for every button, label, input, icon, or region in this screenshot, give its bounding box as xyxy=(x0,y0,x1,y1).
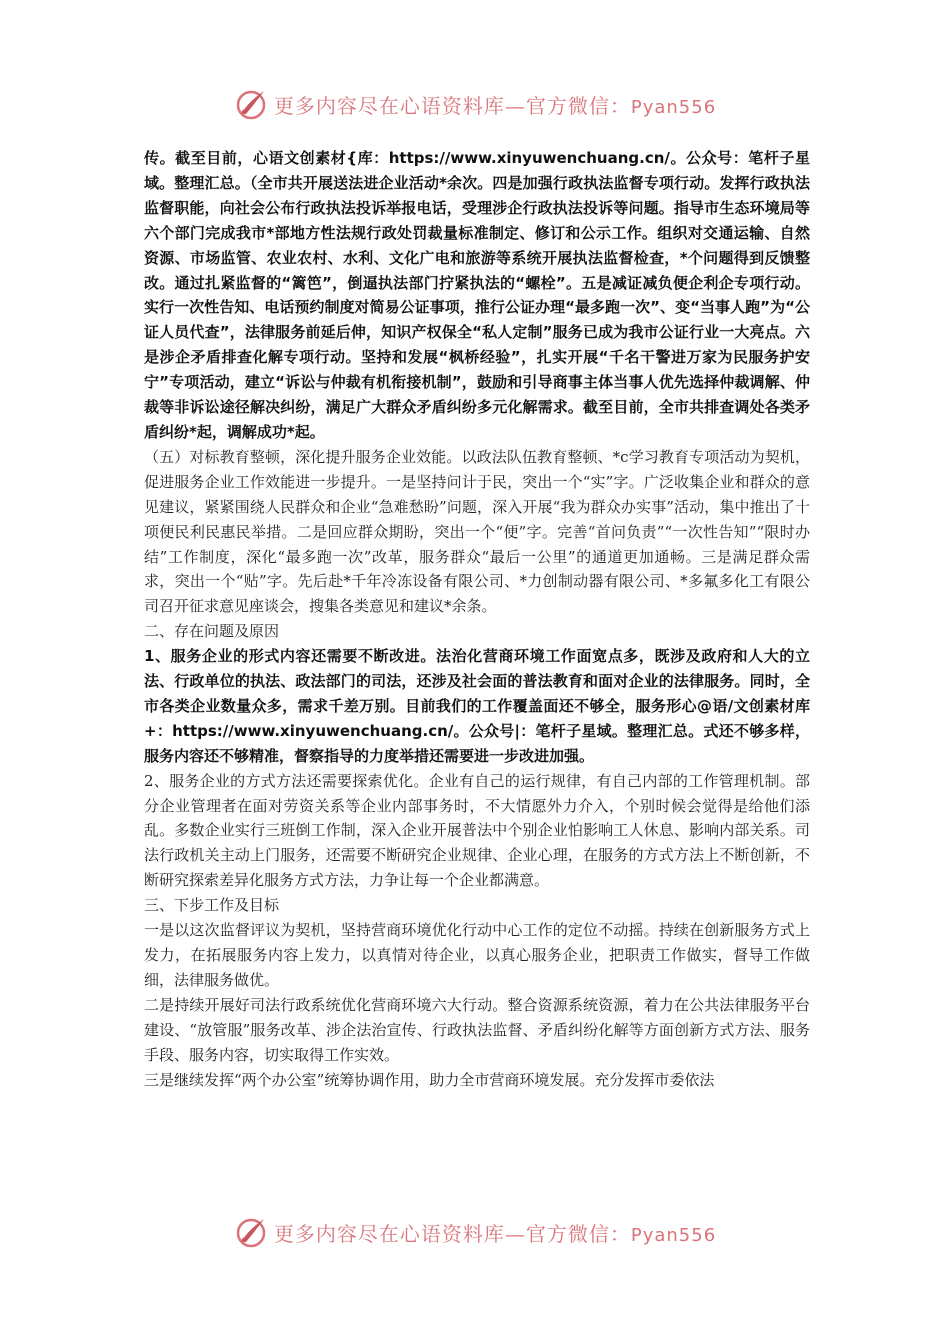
paragraph: 一是以这次监督评议为契机，坚持营商环境优化行动中心工作的定位不动摇。持续在创新服务方式上发力，在拓展服务内容上发力，以真情对待企业，以真心服务企业，把职责工作做实，督导工作做细，法律服务做优。 xyxy=(144,921,810,989)
paragraph: （五）对标教育整顿，深化提升服务企业效能。以政法队伍教育整顿、*c学习教育专项活动为契机，促进服务企业工作效能进一步提升。一是坚持问计于民，突出一个“实”字。广泛收集企业和群众的意见建议，紧紧围绕人民群众和企业“急难愁盼”问题，深入开展“我为群众办实事”活动，集中推出了十项便民利民惠民举措。二是回应群众期盼，突出一个“便”字。完善“首问负责”“一次性告知”“限时办结”工作制度，深化“最多跑一次”改革，服务群众“最后一公里”的通道更加通畅。三是满足群众需求，突出一个“贴”字。先后赴*千年冷冻设备有限公司、*力创制动器有限公司、*多氟多化工有限公司召开征求意见座谈会，搜集各类意见和建议*余条。 xyxy=(144,447,810,616)
brush-logo-icon xyxy=(234,86,270,122)
paragraph: 三是继续发挥“两个办公室”统筹协调作用，助力全市营商环境发展。充分发挥市委依法 xyxy=(144,1070,715,1089)
paragraph: 2、服务企业的方式方法还需要探索优化。企业有自己的运行规律，有自己内部的工作管理机制。部分企业管理者在面对劳资关系等企业内部事务时，不大情愿外力介入，个别时候会觉得是给他们添乱。多数企业实行三班倒工作制，深入企业开展普法中个别企业怕影响工人休息、影响内部关系。司法行政机关主动上门服务，还需要不断研究企业规律、企业心理，在服务的方式方法上不断创新，不断研究探索差异化服务方式方法，力争让每一个企业都满意。 xyxy=(144,771,810,890)
document-body xyxy=(144,146,810,1092)
header-watermark-banner xyxy=(0,82,950,126)
brush-logo-icon xyxy=(234,1214,270,1250)
footer-watermark-banner xyxy=(0,1210,950,1254)
banner-text: 更多内容尽在心语资料库—官方微信：Pyan556 xyxy=(273,93,717,118)
section-heading: 二、存在问题及原因 xyxy=(144,622,280,641)
section-heading: 三、下步工作及目标 xyxy=(144,896,280,915)
banner-text: 更多内容尽在心语资料库—官方微信：Pyan556 xyxy=(273,1221,717,1246)
wechat-id: Pyan556 xyxy=(630,96,717,118)
paragraph: 传。截至目前，心语文创素材{库：https://www.xinyuwenchuang.cn/。公众号：笔杆子星域。整理汇总。（全市共开展送法进企业活动*余次。四是加强行政执法监督专项行动。发挥行政执法监督职能，向社会公布行政执法投诉举报电话，受理涉企行政执法投诉等问题。指导市生态环境局等六个部门完成我市*部地方性法规行政处罚裁量标准制定、修订和公示工作。组织对交通运输、自然资源、市场监管、农业农村、水利、文化广电和旅游等系统开展执法监督检查，*个问题得到反馈整改。通过扎紧监督的“篱笆”，倒逼执法部门拧紧执法的“螺栓”。五是减证减负便企利企专项行动。实行一次性告知、电话预约制度对简易公证事项，推行公证办理“最多跑一次”、变“当事人跑”为“公证人员代查”，法律服务前延后伸，知识产权保全“私人定制”服务已成为我市公证行业一大亮点。六是涉企矛盾排查化解专项行动。坚持和发展“枫桥经验”，扎实开展“千名干警进万家为民服务护安宁”专项活动，建立“诉讼与仲裁有机衔接机制”，鼓励和引导商事主体当事人优先选择仲裁调解、仲裁等非诉讼途径解决纠纷，满足广大群众矛盾纠纷多元化解需求。截至目前，全市共排查调处各类矛盾纠纷*起，调解成功*起。 xyxy=(144,149,810,441)
paragraph: 1、服务企业的形式内容还需要不断改进。法治化营商环境工作面宽点多，既涉及政府和人大的立法、行政单位的执法、政法部门的司法，还涉及社会面的普法教育和面对企业的法律服务。同时，全市各类企业数量众多，需求千差万别。目前我们的工作覆盖面还不够全，服务形心@语/文创素材库+：https://www.xinyuwenchuang.cn/。公众号|：笔杆子星域。整理汇总。式还不够多样，服务内容还不够精准，督察指导的力度举措还需要进一步改进加强。 xyxy=(144,647,810,765)
paragraph: 二是持续开展好司法行政系统优化营商环境六大行动。整合资源系统资源，着力在公共法律服务平台建设、“放管服”服务改革、涉企法治宣传、行政执法监督、矛盾纠纷化解等方面创新方式方法、服务手段、服务内容，切实取得工作实效。 xyxy=(144,995,810,1064)
wechat-id: Pyan556 xyxy=(630,1224,717,1246)
